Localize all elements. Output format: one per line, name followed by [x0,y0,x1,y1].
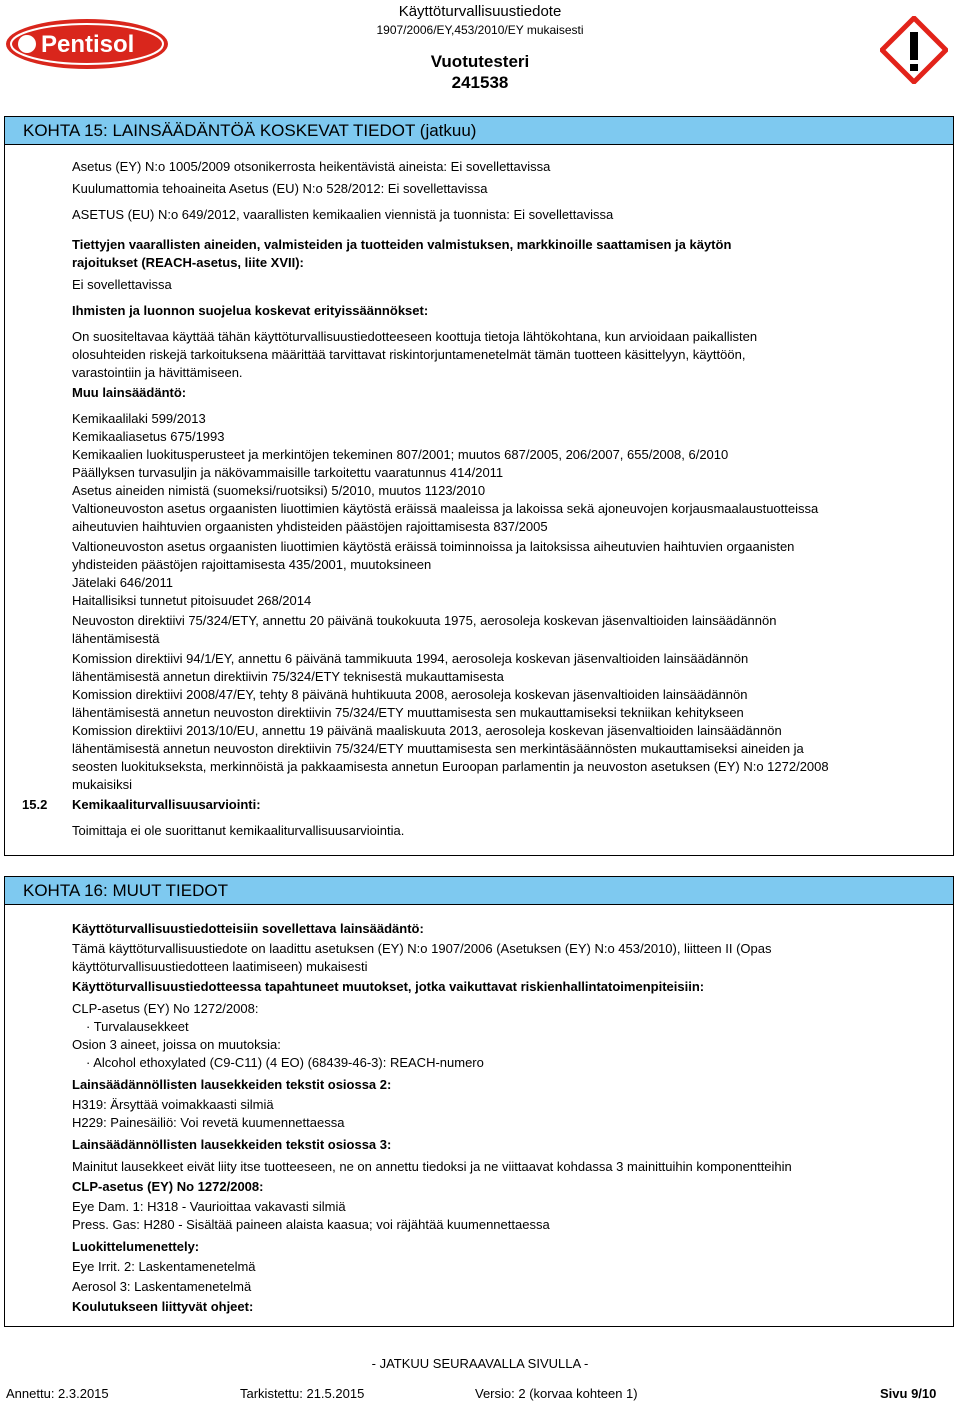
product-code: 241538 [451,73,509,92]
section-15-line: ASETUS (EU) N:o 649/2012, vaarallisten kemikaalien viennistä ja tuonnista: Ei sovellettavissa [72,207,614,222]
section-15-line: Tiettyjen vaarallisten aineiden, valmisteiden ja tuotteiden valmistuksen, markkinoille saattamisen ja käytön [72,237,732,252]
section-15-line: lähentämisestä [72,631,160,646]
section-15-line: lähentämisestä annetun direktiivin 75/324/ETY teknisestä mukauttamisesta [72,669,504,684]
section-15-line: Kemikaalien luokitusperusteet ja merkintöjen tekeminen 807/2001; muutos 687/2005, 206/2007, 655/2008, 6/2010 [72,447,729,462]
document-header [0,0,960,102]
section-16-line: Luokittelumenettely: [72,1239,200,1254]
section-15-line: olosuhteiden riskejä tarkoituksena määrittää tarvittavat riskintorjuntamenetelmät tämän tuotteen käsittelyyn, käyttöön, [72,347,746,362]
section-15-line: Kemikaalilaki 599/2013 [72,411,206,426]
section-15-line: lähentämisestä annetun neuvoston direktiivin 75/324/ETY muuttamisesta sen merkintäsäännösten mukauttamiseksi aineiden ja [72,741,804,756]
section-15-line: Kuulumattomia tehoaineita Asetus (EU) N:o 528/2012: Ei sovellettavissa [72,181,488,196]
section-15-title: KOHTA 15: LAINSÄÄDÄNTÖÄ KOSKEVAT TIEDOT (jatkuu) [5,117,953,145]
section-16-line: Press. Gas: H280 - Sisältää paineen alaista kaasua; voi räjähtää kuumennettaessa [72,1217,550,1232]
section-16-line: Lainsäädännöllisten lausekkeiden tekstit osiossa 2: [72,1077,392,1092]
section-15-line: varastointiin ja hävittämiseen. [72,365,243,380]
page-number: Sivu 9/10 [880,1386,937,1401]
subsection-number: 15.2 [22,797,48,812]
section-15-line: Komission direktiivi 2008/47/EY, tehty 8 päivänä huhtikuuta 2008, aerosoleja koskevan jäsenvaltioiden lainsäädännön [72,687,748,702]
section-16-line: Aerosol 3: Laskentamenetelmä [72,1279,252,1294]
section-16-line: H319: Ärsyttää voimakkaasti silmiä [72,1097,274,1112]
section-15-line: Jätelaki 646/2011 [72,575,173,590]
section-15-line: rajoitukset (REACH-asetus, liite XVII): [72,255,304,270]
section-15-line: Valtioneuvoston asetus orgaanisten liuottimien käytöstä eräissä maaleissa ja lakoissa sekä ajoneuvojen korjausmaalaustuotteissa [72,501,819,516]
section-15-line: Ihmisten ja luonnon suojelua koskevat erityissäännökset: [72,303,429,318]
checked-date: Tarkistettu: 21.5.2015 [240,1386,365,1401]
subsection-heading: Kemikaaliturvallisuusarviointi: [72,797,261,812]
section-16-line: Mainitut lausekkeet eivät liity itse tuotteeseen, ne on annettu tiedoksi ja ne viittaavat kohdassa 3 mainittuihin komponentteihin [72,1159,792,1174]
hazard-warning-icon [880,16,948,84]
section-15-line: On suositeltavaa käyttää tähän käyttöturvallisuustiedotteeseen koottuja tietoja lähtökohtana, kun arvioidaan paikallisten [72,329,758,344]
section-16-line: H229: Painesäiliö: Voi revetä kuumennettaessa [72,1115,345,1130]
section-16-line: · Alcohol ethoxylated (C9-C11) (4 EO) (68439-46-3): REACH-numero [86,1055,484,1070]
section-16-line: Eye Irrit. 2: Laskentamenetelmä [72,1259,256,1274]
doc-regulation: 1907/2006/EY,453/2010/EY mukaisesti [376,23,584,37]
section-16-line: · Turvalausekkeet [86,1019,189,1034]
section-16-line: Käyttöturvallisuustiedotteisiin sovellettava lainsäädäntö: [72,921,424,936]
doc-title: Käyttöturvallisuustiedote [398,3,562,20]
section-15-line: Muu lainsäädäntö: [72,385,187,400]
version-info: Versio: 2 (korvaa kohteen 1) [475,1386,638,1401]
section-16-line: Eye Dam. 1: H318 - Vaurioittaa vakavasti silmiä [72,1199,346,1214]
logo-text: Pentisol [41,31,135,58]
section-16-line: käyttöturvallisuustiedotteen laatimiseen) mukaisesti [72,959,368,974]
section-16-title: KOHTA 16: MUUT TIEDOT [5,877,953,905]
section-15-line: Neuvoston direktiivi 75/324/ETY, annettu 20 päivänä toukokuuta 1975, aerosoleja koskevan jäsenvaltioiden lainsäädännön [72,613,777,628]
issued-date: Annettu: 2.3.2015 [6,1386,109,1401]
section-16-line: Tämä käyttöturvallisuustiedote on laadittu asetuksen (EY) N:o 1907/2006 (Asetuksen (EY) N:o 453/2010), liitteen II (Opas [72,941,772,956]
section-16-line: Lainsäädännöllisten lausekkeiden tekstit osiossa 3: [72,1137,392,1152]
section-16-line: Osion 3 aineet, joissa on muutoksia: [72,1037,281,1052]
section-16-line: CLP-asetus (EY) No 1272/2008: [72,1179,264,1194]
section-15-line: Ei sovellettavissa [72,277,172,292]
section-15-line: lähentämisestä annetun neuvoston direktiivin 75/324/ETY muuttamisesta sen mukauttamiseksi tekniikan kehitykseen [72,705,744,720]
section-15-line: Päällyksen turvasuljin ja näkövammaisille tarkoitettu vaaratunnus 414/2011 [72,465,504,480]
section-15-line: Valtioneuvoston asetus orgaanisten liuottimien käytöstä eräissä toiminnoissa ja laitoksissa aiheutuvien haihtuvien orgaanisten [72,539,795,554]
section-15-line: Haitallisiksi tunnetut pitoisuudet 268/2014 [72,593,312,608]
section-16-line: Koulutukseen liittyvät ohjeet: [72,1299,254,1314]
product-name: Vuotutesteri [430,52,530,71]
subsection-text: Toimittaja ei ole suorittanut kemikaaliturvallisuusarviointia. [72,823,405,838]
section-15-line: Asetus (EY) N:o 1005/2009 otsonikerrosta heikentävistä aineista: Ei sovellettavissa [72,159,551,174]
section-15-line: Kemikaaliasetus 675/1993 [72,429,225,444]
section-15-line: Komission direktiivi 2013/10/EU, annettu 19 päivänä maaliskuuta 2013, aerosoleja koskevan jäsenvaltioiden lainsäädännön [72,723,782,738]
section-15-line: Komission direktiivi 94/1/EY, annettu 6 päivänä tammikuuta 1994, aerosoleja koskevan jäsenvaltioiden lainsäädännön [72,651,749,666]
section-15-line: Asetus aineiden nimistä (suomeksi/ruotsiksi) 5/2010, muutos 1123/2010 [72,483,486,498]
section-16-line: CLP-asetus (EY) No 1272/2008: [72,1001,259,1016]
section-15-line: yhdisteiden päästöjen rajoittamisesta 435/2001, muutoksineen [72,557,432,572]
section-15-line: mukaisiksi [72,777,132,792]
section-15-line: seosten luokitukseksta, merkinnöistä ja pakkaamisesta annetun Euroopan parlamentin ja neuvoston asetuksen (EY) N:o 1272/2008 [72,759,829,774]
continues-note: - JATKUU SEURAAVALLA SIVULLA - [371,1356,589,1371]
section-15-line: aiheutuvien haihtuvien orgaanisten yhdisteiden päästöjen rajoittamisesta 837/2005 [72,519,548,534]
section-16-line: Käyttöturvallisuustiedotteessa tapahtuneet muutokset, jotka vaikuttavat riskienhallintatoimenpiteisiin: [72,979,705,994]
header-center [330,2,630,94]
pentisol-logo [5,18,170,70]
